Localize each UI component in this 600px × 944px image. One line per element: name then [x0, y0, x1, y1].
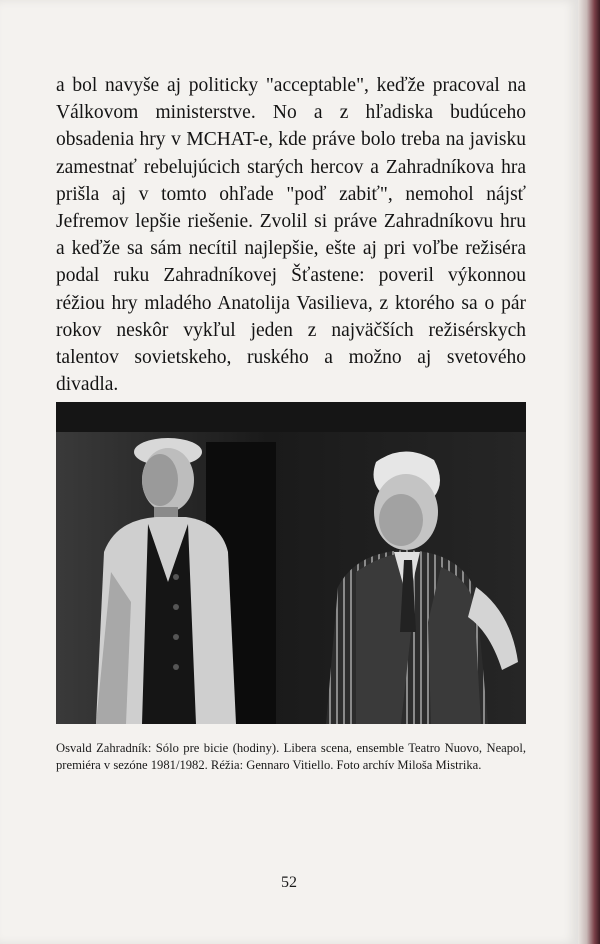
photo-caption: Osvald Zahradník: Sólo pre bicie (hodiny). Libera scena, ensemble Teatro Nuovo, Neapol, premiéra v sezóne 1981/1982. Réžia: Gennaro Vitiello. Foto archív Miloša Mistrika.	[56, 741, 526, 772]
paragraph-1: a bol navyše aj politicky "acceptable", keďže pracoval na Válkovom ministerstve. No a z hľadiska budúceho obsadenia hry v MCHAT-e, kde práve bolo treba na javisku zamestnať rebelujúcich starých hercov a Zahradníkova hra prišla aj v tomto ohľade "poď zabiť", nemohol nájsť Jefremov lepšie riešenie. Zvolil si práve Zahradníkovu hru a keďže sa sám necítil najlepšie, ešte aj pri voľbe režiséra podal ruku Zahradníkovej Šťastene: poveril výkonnou réžiou hry mladého Anatolija Vasilieva, z ktorého sa o pár rokov neskôr vykľul jeden z najväčších režisérskych talentov sovietskeho, ruského a možno aj svetového divadla.	[56, 75, 526, 396]
theatre-photo	[56, 402, 526, 724]
page-number: 52	[281, 874, 297, 891]
stage-scene-illustration	[56, 402, 526, 724]
book-cover-edge	[578, 0, 600, 944]
